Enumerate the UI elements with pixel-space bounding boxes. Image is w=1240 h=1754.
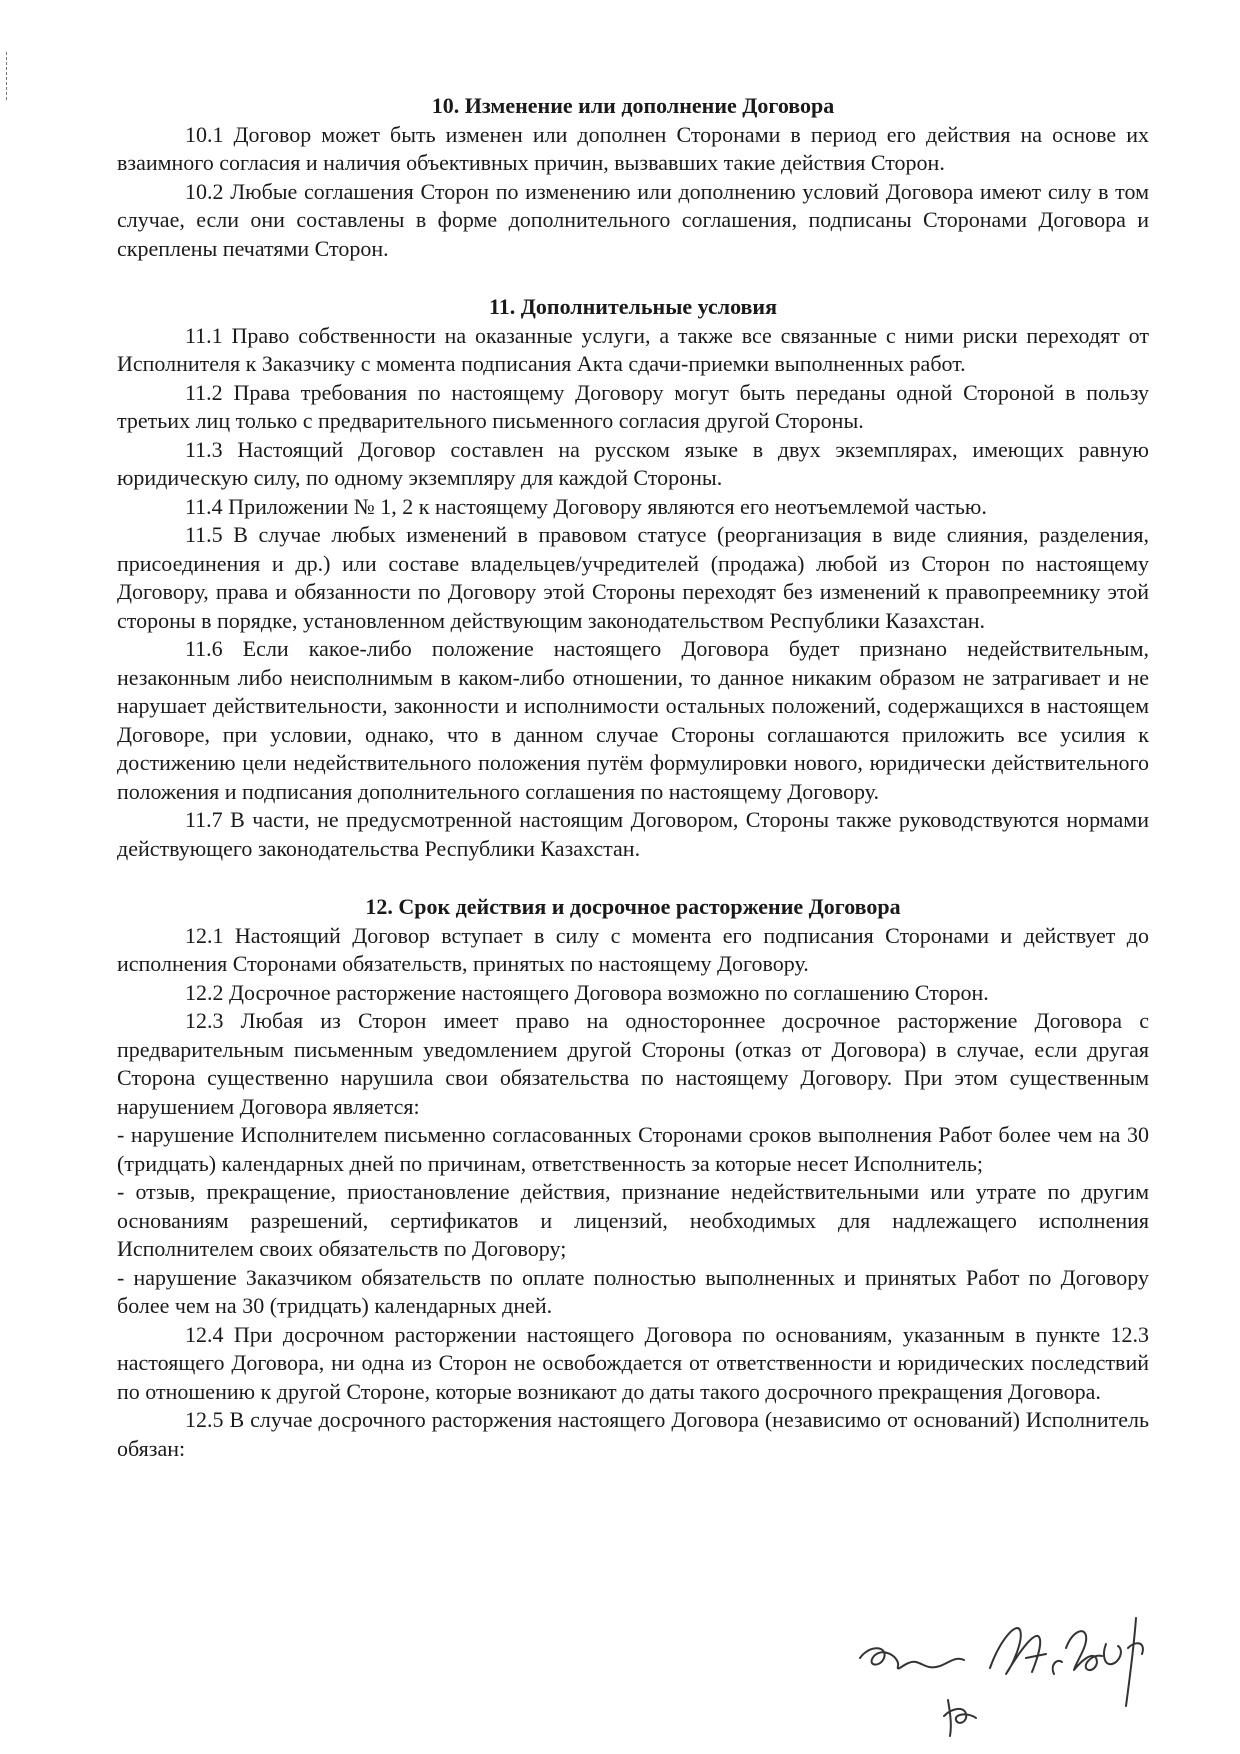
- clause-12-5: 12.5 В случае досрочного расторжения настоящего Договора (независимо от оснований) Исполнитель обязан:: [117, 1407, 1149, 1461]
- section-heading: 11. Дополнительные условия: [488, 294, 777, 319]
- clause-10-2: 10.2 Любые соглашения Сторон по изменению или дополнению условий Договора имеют силу в том случае, если они составлены в форме дополнительного соглашения, подписаны Сторонами Договора и скреплены печатями Сторон.: [117, 178, 1149, 261]
- clause-12-3-item: - нарушение Исполнителем письменно согласованных Сторонами сроков выполнения Работ более чем на 30 (тридцать) календарных дней по причинам, ответственность за которые несет Исполнитель;: [117, 1122, 1149, 1176]
- clause-12-4: 12.4 При досрочном расторжении настоящего Договора по основаниям, указанным в пункте 12.3 настоящего Договора, ни одна из Сторон не освобождается от ответственности и юридических последствий по отношению к другой Стороне, которые возникают до даты такого досрочного прекращения Договора.: [117, 1321, 1149, 1404]
- clause-11-4: 11.4 Приложении № 1, 2 к настоящему Договору являются его неотъемлемой частью.: [185, 493, 987, 519]
- clause-11-2: 11.2 Права требования по настоящему Договору могут быть переданы одной Стороной в пользу третьих лиц только с предварительного письменного согласия другой Стороны.: [117, 379, 1149, 433]
- section-12: [117, 893, 1149, 1463]
- scan-edge-mark: [6, 52, 8, 100]
- clause-12-3: 12.3 Любая из Сторон имеет право на одностороннее досрочное расторжение Договора с предварительным письменным уведомлением другой Стороны (отказ от Договора) в случае, если другая Сторона существенно нарушила свои обязательства по настоящему Договору. При этом существенным нарушением Договора является:: [117, 1008, 1149, 1119]
- section-heading: 10. Изменение или дополнение Договора: [431, 93, 835, 118]
- document-page: [117, 92, 1149, 1493]
- clause-11-3: 11.3 Настоящий Договор составлен на русском языке в двух экземплярах, имеющих равную юридическую силу, по одному экземпляру для каждой Стороны.: [117, 436, 1149, 490]
- clause-12-1: 12.1 Настоящий Договор вступает в силу с момента его подписания Сторонами и действует до исполнения Сторонами обязательств, принятых по настоящему Договору.: [117, 922, 1149, 976]
- clause-12-2: 12.2 Досрочное расторжение настоящего Договора возможно по соглашению Сторон.: [185, 979, 989, 1005]
- clause-11-1: 11.1 Право собственности на оказанные услуги, а также все связанные с ними риски переходят от Исполнителя к Заказчику с момента подписания Акта сдачи-приемки выполненных работ.: [117, 322, 1149, 376]
- clause-11-5: 11.5 В случае любых изменений в правовом статусе (реорганизация в виде слияния, разделения, присоединения и др.) или составе владельцев/учредителей (продажа) любой из Сторон по настоящему Договору, права и обязанности по Договору этой Стороны переходят без изменений к правопреемнику этой стороны в порядке, установленном действующим законодательством Республики Казахстан.: [117, 522, 1149, 633]
- section-heading: 12. Срок действия и досрочное расторжение Договора: [365, 894, 901, 919]
- clause-12-3-item: - нарушение Заказчиком обязательств по оплате полностью выполненных и принятых Работ по Договору более чем на 30 (тридцать) календарных дней.: [117, 1264, 1149, 1318]
- clause-11-7: 11.7 В части, не предусмотренной настоящим Договором, Стороны также руководствуются нормами действующего законодательства Республики Казахстан.: [117, 807, 1149, 861]
- clause-11-6: 11.6 Если какое-либо положение настоящего Договора будет признано недействительным, незаконным либо неисполнимым в каком-либо отношении, то данное никаким образом не затрагивает и не нарушает действительности, законности и исполнимости остальных положений, содержащихся в настоящем Договоре, при условии, однако, что в данном случае Стороны соглашаются приложить все усилия к достижению цели недействительного положения путём формулировки нового, юридически действительного положения и подписания дополнительного соглашения по настоящему Договору.: [117, 636, 1149, 804]
- handwritten-signature-icon: [840, 1596, 1180, 1746]
- section-11: [117, 293, 1149, 863]
- section-10: [117, 92, 1149, 263]
- clause-12-3-item: - отзыв, прекращение, приостановление действия, признание недействительными или утрате по другим основаниям разрешений, сертификатов и лицензий, необходимых для надлежащего исполнения Исполнителем своих обязательств по Договору;: [117, 1179, 1149, 1261]
- clause-10-1: 10.1 Договор может быть изменен или дополнен Сторонами в период его действия на основе их взаимного согласия и наличия объективных причин, вызвавших такие действия Сторон.: [117, 121, 1149, 175]
